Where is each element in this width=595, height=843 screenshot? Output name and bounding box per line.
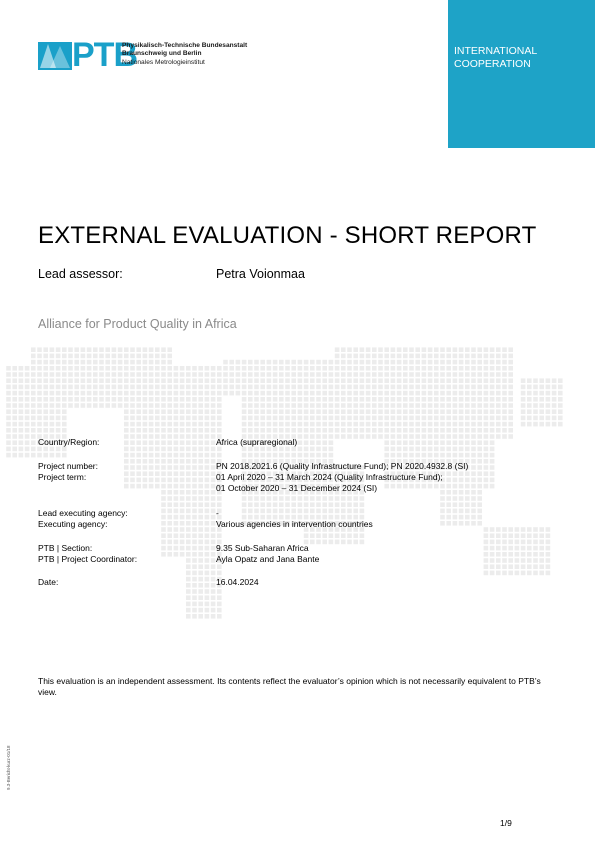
date-value: 16.04.2024 [216, 577, 259, 587]
section-label: PTB | Section: [38, 543, 93, 553]
agency-value: Various agencies in intervention countries [216, 519, 373, 529]
document-code: 9.3-Bericht-kurz-01/18 [6, 745, 11, 790]
project-term-value-2: 01 October 2020 – 31 December 2024 (SI) [216, 483, 378, 493]
report-title: EXTERNAL EVALUATION - SHORT REPORT [38, 222, 537, 249]
logo-line-3: Nationales Metrologieinstitut [122, 58, 205, 66]
page-number: 1/9 [500, 818, 512, 828]
lead-assessor-label: Lead assessor: [38, 267, 123, 281]
international-cooperation-banner [448, 0, 595, 148]
logo-abbreviation: PTB [72, 36, 137, 74]
coordinator-label: PTB | Project Coordinator: [38, 554, 138, 564]
project-term-label: Project term: [38, 472, 87, 482]
project-number-value: PN 2018.2021.6 (Quality Infrastructure Fund); PN 2020.4932.8 (SI) [216, 461, 469, 471]
banner-text [454, 45, 537, 70]
project-number-label: Project number: [38, 461, 98, 471]
banner-line-1: INTERNATIONAL [454, 45, 538, 57]
logo-line-1: Physikalisch-Technische Bundesanstalt [122, 42, 248, 49]
project-term-value-1: 01 April 2020 – 31 March 2024 (Quality Infrastructure Fund); [216, 472, 443, 482]
logo-institution-text [122, 42, 247, 67]
agency-label: Executing agency: [38, 519, 108, 529]
lead-agency-label: Lead executing agency: [38, 508, 128, 518]
date-label: Date: [38, 577, 59, 587]
section-value: 9.35 Sub-Saharan Africa [216, 543, 309, 553]
ptb-logo-mark-icon [38, 40, 74, 72]
banner-line-2: COOPERATION [454, 57, 531, 70]
disclaimer-text: This evaluation is an independent assessment. Its contents reflect the evaluator’s opinion which is not necessarily equivalent to PTB’s view. [38, 676, 541, 697]
country-value: Africa (supraregional) [216, 437, 298, 447]
lead-assessor-name: Petra Voionmaa [216, 267, 305, 281]
logo-line-2: Braunschweig und Berlin [122, 50, 202, 58]
ptb-logo [38, 36, 268, 76]
project-name: Alliance for Product Quality in Africa [38, 317, 237, 331]
lead-agency-value: - [216, 508, 219, 518]
coordinator-value: Ayla Opatz and Jana Bante [216, 554, 320, 564]
country-label: Country/Region: [38, 437, 100, 447]
